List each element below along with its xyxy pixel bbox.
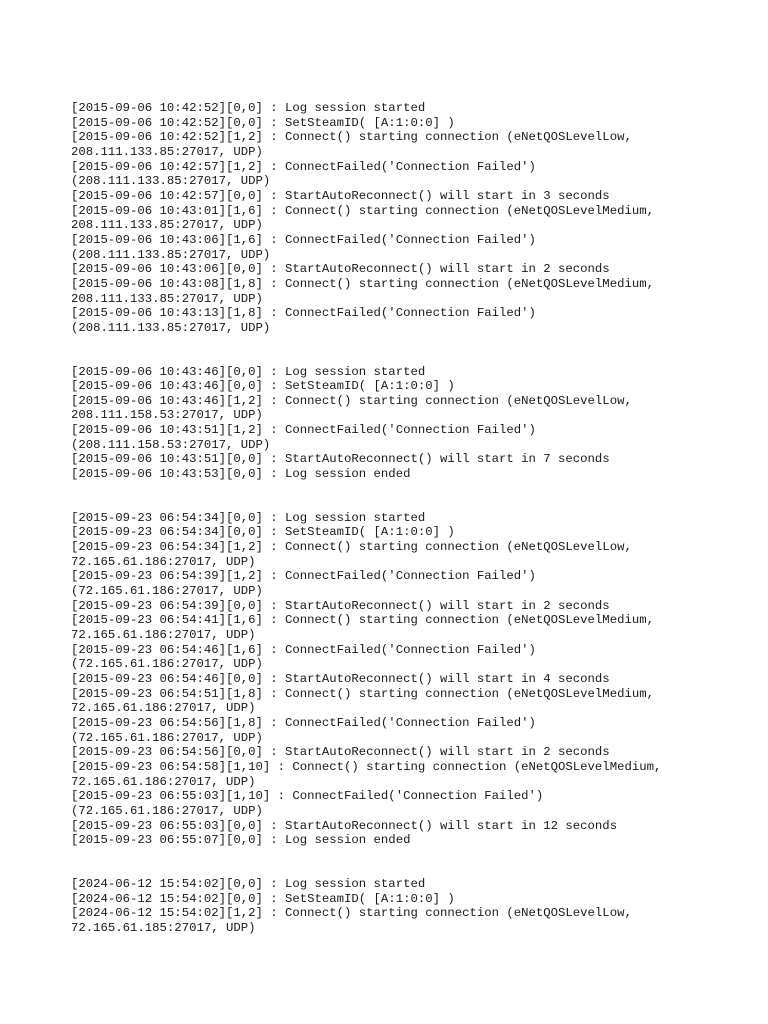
log-line: [2015-09-23 06:54:41][1,6] : Connect() starting connection (eNetQOSLevelMedium, bbox=[71, 613, 654, 628]
log-line: [2015-09-23 06:54:34][0,0] : Log session started bbox=[71, 510, 426, 525]
log-line: 72.165.61.186:27017, UDP) bbox=[71, 774, 256, 789]
log-line: 72.165.61.186:27017, UDP) bbox=[71, 701, 256, 716]
log-line: [2015-09-23 06:54:39][1,2] : ConnectFailed('Connection Failed') bbox=[71, 569, 536, 584]
log-document bbox=[71, 101, 761, 935]
log-line: [2015-09-06 10:42:57][1,2] : ConnectFailed('Connection Failed') bbox=[71, 159, 536, 174]
log-line: [2015-09-06 10:43:46][1,2] : Connect() starting connection (eNetQOSLevelLow, bbox=[71, 393, 632, 408]
log-line: (208.111.133.85:27017, UDP) bbox=[71, 174, 271, 189]
log-line: [2024-06-12 15:54:02][0,0] : SetSteamID( [A:1:0:0] ) bbox=[71, 891, 455, 906]
log-line: [2015-09-06 10:42:52][1,2] : Connect() starting connection (eNetQOSLevelLow, bbox=[71, 130, 632, 145]
log-line: [2015-09-06 10:43:06][0,0] : StartAutoReconnect() will start in 2 seconds bbox=[71, 262, 610, 277]
log-line: [2015-09-06 10:43:51][1,2] : ConnectFailed('Connection Failed') bbox=[71, 423, 536, 438]
log-line: [2015-09-23 06:54:56][0,0] : StartAutoReconnect() will start in 2 seconds bbox=[71, 745, 610, 760]
log-session-4 bbox=[71, 877, 761, 936]
log-line: 208.111.133.85:27017, UDP) bbox=[71, 144, 263, 159]
log-line: [2015-09-23 06:54:46][1,6] : ConnectFailed('Connection Failed') bbox=[71, 642, 536, 657]
log-line: [2015-09-23 06:54:46][0,0] : StartAutoReconnect() will start in 4 seconds bbox=[71, 671, 610, 686]
log-line: [2024-06-12 15:54:02][1,2] : Connect() starting connection (eNetQOSLevelLow, bbox=[71, 906, 632, 921]
log-line: (208.111.133.85:27017, UDP) bbox=[71, 247, 271, 262]
log-line: 208.111.133.85:27017, UDP) bbox=[71, 218, 263, 233]
log-line: [2015-09-06 10:43:08][1,8] : Connect() starting connection (eNetQOSLevelMedium, bbox=[71, 276, 654, 291]
log-line: [2015-09-06 10:42:52][0,0] : Log session started bbox=[71, 101, 426, 115]
log-line: [2015-09-23 06:55:03][0,0] : StartAutoReconnect() will start in 12 seconds bbox=[71, 818, 618, 833]
log-line: [2015-09-06 10:43:53][0,0] : Log session ended bbox=[71, 467, 411, 482]
log-line: [2024-06-12 15:54:02][0,0] : Log session started bbox=[71, 876, 426, 891]
log-line: 72.165.61.186:27017, UDP) bbox=[71, 628, 256, 642]
log-line: [2015-09-06 10:43:13][1,8] : ConnectFailed('Connection Failed') bbox=[71, 306, 536, 321]
log-line: [2015-09-23 06:54:56][1,8] : ConnectFailed('Connection Failed') bbox=[71, 715, 536, 730]
log-line: (72.165.61.186:27017, UDP) bbox=[71, 657, 263, 672]
log-line: [2015-09-06 10:43:01][1,6] : Connect() starting connection (eNetQOSLevelMedium, bbox=[71, 203, 654, 218]
log-line: 208.111.133.85:27017, UDP) bbox=[71, 291, 263, 306]
log-line: [2015-09-23 06:54:34][0,0] : SetSteamID( [A:1:0:0] ) bbox=[71, 525, 455, 540]
log-line: [2015-09-06 10:43:06][1,6] : ConnectFailed('Connection Failed') bbox=[71, 232, 536, 247]
log-line: (72.165.61.186:27017, UDP) bbox=[71, 803, 263, 818]
log-line: [2015-09-06 10:42:57][0,0] : StartAutoReconnect() will start in 3 seconds bbox=[71, 188, 610, 203]
log-line: [2015-09-06 10:43:51][0,0] : StartAutoReconnect() will start in 7 seconds bbox=[71, 452, 610, 467]
log-session-2 bbox=[71, 365, 761, 482]
log-line: 72.165.61.186:27017, UDP) bbox=[71, 554, 256, 569]
log-line: 208.111.158.53:27017, UDP) bbox=[71, 408, 263, 423]
log-line: [2015-09-23 06:55:03][1,10] : ConnectFailed('Connection Failed') bbox=[71, 789, 544, 804]
log-line: (72.165.61.186:27017, UDP) bbox=[71, 584, 263, 599]
log-line: [2015-09-23 06:54:58][1,10] : Connect() starting connection (eNetQOSLevelMedium, bbox=[71, 759, 662, 774]
log-line: (208.111.133.85:27017, UDP) bbox=[71, 320, 271, 335]
log-line: (208.111.158.53:27017, UDP) bbox=[71, 437, 271, 452]
log-line: [2015-09-23 06:54:39][0,0] : StartAutoReconnect() will start in 2 seconds bbox=[71, 598, 610, 613]
log-line: [2015-09-23 06:55:07][0,0] : Log session ended bbox=[71, 833, 411, 848]
log-line: [2015-09-06 10:42:52][0,0] : SetSteamID( [A:1:0:0] ) bbox=[71, 115, 455, 130]
log-session-3 bbox=[71, 511, 761, 848]
log-line: [2015-09-06 10:43:46][0,0] : Log session started bbox=[71, 364, 426, 379]
log-line: [2015-09-06 10:43:46][0,0] : SetSteamID( [A:1:0:0] ) bbox=[71, 379, 455, 394]
log-line: [2015-09-23 06:54:51][1,8] : Connect() starting connection (eNetQOSLevelMedium, bbox=[71, 686, 654, 701]
log-line: [2015-09-23 06:54:34][1,2] : Connect() starting connection (eNetQOSLevelLow, bbox=[71, 540, 632, 555]
log-line: (72.165.61.186:27017, UDP) bbox=[71, 730, 263, 745]
log-line: 72.165.61.185:27017, UDP) bbox=[71, 920, 256, 935]
log-session-1 bbox=[71, 101, 761, 336]
